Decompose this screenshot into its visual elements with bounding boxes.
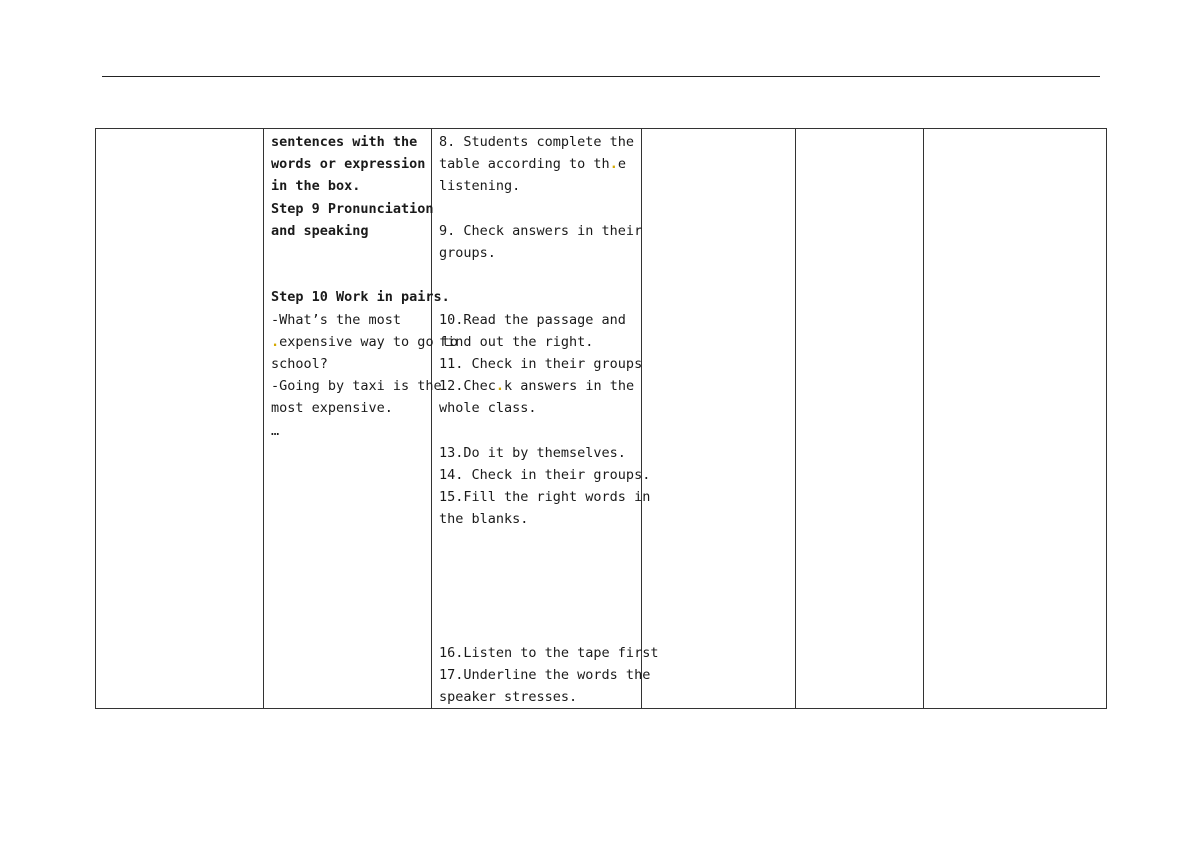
text-line: 10.Read the passage and: [439, 311, 626, 328]
header-rule: [102, 76, 1100, 77]
dialogue-line: school?: [271, 356, 328, 372]
text-line: groups.: [439, 245, 496, 261]
text-line: table according to th.e: [439, 156, 626, 173]
text-line: speaker stresses.: [439, 688, 578, 705]
text-line: 16.Listen to the tape first: [439, 644, 659, 661]
marker-dot-icon: .: [271, 333, 280, 350]
cell-teacher-activity: [264, 129, 458, 709]
text-line: whole class.: [439, 400, 537, 417]
text-line: 8. Students complete the: [439, 134, 635, 150]
cell-empty-5: [796, 129, 924, 709]
text-line: find out the right.: [439, 333, 594, 350]
text-line: the blanks.: [439, 511, 529, 528]
text-line: 14. Check in their groups.: [439, 466, 651, 483]
text-line: words or expression: [271, 156, 426, 173]
text-line: 17.Underline the words the: [439, 666, 651, 683]
text-line: 13.Do it by themselves.: [439, 444, 626, 461]
lesson-plan-table: [95, 128, 1107, 709]
cell-empty-6: [924, 129, 1107, 709]
text-line: sentences with the: [271, 134, 418, 150]
dialogue-line: .expensive way to go to: [271, 333, 458, 350]
table-row: [96, 129, 1107, 709]
dialogue-line: -Going by taxi is the: [271, 378, 442, 395]
cell-student-activity: [432, 129, 659, 709]
text-line: and speaking: [271, 222, 369, 239]
cell-empty-4: [642, 129, 796, 709]
text-line: 9. Check answers in their: [439, 222, 643, 239]
cell-empty-1: [96, 129, 264, 709]
marker-dot-icon: .: [495, 378, 505, 395]
dialogue-line: -What’s the most: [271, 311, 402, 328]
text-line: listening.: [439, 178, 521, 195]
step-10-heading: Step 10 Work in pairs.: [271, 289, 450, 306]
dialogue-line: most expensive.: [271, 400, 393, 417]
step-9-heading: Step 9 Pronunciation: [271, 200, 434, 217]
text-line: in the box.: [271, 178, 361, 195]
ellipsis: …: [271, 422, 280, 439]
text-line: 15.Fill the right words in: [439, 489, 651, 506]
marker-dot-icon: .: [609, 156, 618, 173]
text-line: 11. Check in their groups: [439, 355, 643, 372]
text-line: 12.Chec.k answers in the: [439, 378, 635, 395]
